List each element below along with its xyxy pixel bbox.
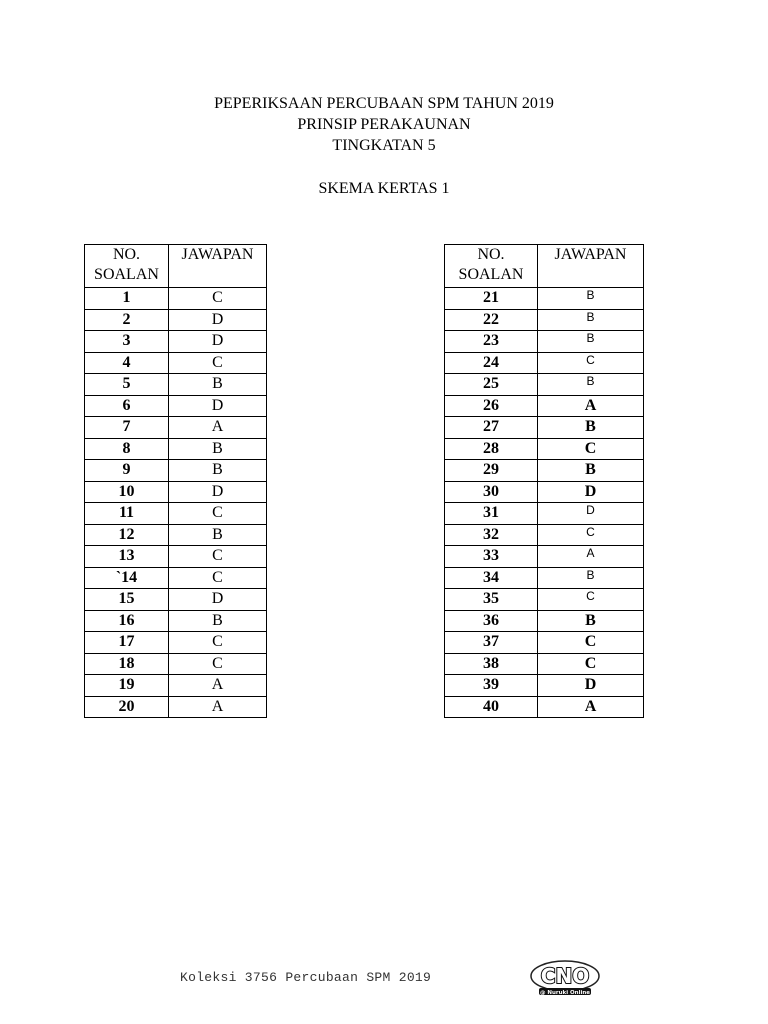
table-row: [445, 438, 644, 460]
question-number: 24: [445, 352, 538, 374]
table-row: [445, 546, 644, 568]
answer-cell: D: [169, 481, 267, 503]
question-number: 19: [85, 675, 169, 697]
table-row: [445, 503, 644, 525]
question-number: 11: [85, 503, 169, 525]
table-row: [85, 524, 267, 546]
question-number: 40: [445, 696, 538, 718]
table-row: [445, 288, 644, 310]
table-row: [85, 567, 267, 589]
answer-cell: C: [169, 632, 267, 654]
table-row: [85, 352, 267, 374]
question-number: 20: [85, 696, 169, 718]
question-number: 17: [85, 632, 169, 654]
table-header-row: [445, 245, 644, 288]
table-row: [85, 417, 267, 439]
answer-cell: C: [169, 567, 267, 589]
answer-cell: C: [538, 632, 644, 654]
answer-cell: A: [169, 696, 267, 718]
question-number: 30: [445, 481, 538, 503]
answer-cell: C: [169, 288, 267, 310]
answer-cell: A: [169, 417, 267, 439]
table-row: [85, 546, 267, 568]
column-header-answer: JAWAPAN: [169, 245, 267, 288]
form-level: TINGKATAN 5: [332, 137, 436, 154]
table-row: [445, 589, 644, 611]
question-number: 22: [445, 309, 538, 331]
answer-cell: C: [538, 589, 644, 611]
answer-cell: B: [169, 438, 267, 460]
question-number: 37: [445, 632, 538, 654]
question-number: 28: [445, 438, 538, 460]
table-row: [85, 460, 267, 482]
answer-cell: D: [169, 395, 267, 417]
table-row: [445, 696, 644, 718]
question-number: 3: [85, 331, 169, 353]
answer-cell: C: [169, 352, 267, 374]
header-no-line2: SOALAN: [458, 266, 524, 283]
table-row: [445, 610, 644, 632]
answer-cell: A: [538, 546, 644, 568]
question-number: 39: [445, 675, 538, 697]
question-number: 7: [85, 417, 169, 439]
question-number: 32: [445, 524, 538, 546]
cno-logo: [529, 959, 601, 997]
question-number: 29: [445, 460, 538, 482]
table-row: [445, 417, 644, 439]
table-row: [85, 632, 267, 654]
table-row: [445, 374, 644, 396]
table-row: [445, 395, 644, 417]
table-row: [85, 653, 267, 675]
answer-cell: B: [538, 331, 644, 353]
question-number: 34: [445, 567, 538, 589]
table-row: [85, 288, 267, 310]
answer-cell: A: [169, 675, 267, 697]
answer-cell: B: [538, 374, 644, 396]
table-row: [85, 696, 267, 718]
header-no-line1: NO.: [477, 246, 505, 263]
table-row: [445, 481, 644, 503]
question-number: 35: [445, 589, 538, 611]
table-row: [445, 524, 644, 546]
scheme-title: SKEMA KERTAS 1: [318, 180, 450, 197]
column-header-answer: JAWAPAN: [538, 245, 644, 288]
question-number: 27: [445, 417, 538, 439]
table-row: [445, 352, 644, 374]
answer-cell: B: [538, 610, 644, 632]
answer-table-left: [84, 244, 267, 718]
question-number: 13: [85, 546, 169, 568]
table-row: [85, 675, 267, 697]
question-number: 16: [85, 610, 169, 632]
answer-cell: B: [538, 567, 644, 589]
question-number: 6: [85, 395, 169, 417]
footer-collection-text: Koleksi 3756 Percubaan SPM 2019: [180, 970, 432, 985]
question-number: 4: [85, 352, 169, 374]
answer-cell: B: [538, 417, 644, 439]
answer-cell: B: [538, 460, 644, 482]
question-number: 18: [85, 653, 169, 675]
question-number: 12: [85, 524, 169, 546]
subject-title: PRINSIP PERAKAUNAN: [297, 116, 471, 133]
document-header: [0, 93, 768, 199]
question-number: 21: [445, 288, 538, 310]
column-header-question-no: [85, 245, 169, 288]
question-number: 25: [445, 374, 538, 396]
question-number: 31: [445, 503, 538, 525]
question-number: 15: [85, 589, 169, 611]
answer-cell: C: [538, 438, 644, 460]
answer-cell: B: [538, 288, 644, 310]
table-row: [445, 309, 644, 331]
logo-subtext: @ Nuruki Online: [539, 990, 591, 996]
answer-cell: C: [169, 503, 267, 525]
table-row: [85, 374, 267, 396]
answer-cell: C: [538, 352, 644, 374]
table-row: [445, 653, 644, 675]
answer-cell: C: [538, 653, 644, 675]
answer-cell: D: [538, 675, 644, 697]
answer-cell: B: [538, 309, 644, 331]
question-number: 1: [85, 288, 169, 310]
answer-cell: D: [169, 309, 267, 331]
answer-table-right: [444, 244, 644, 718]
answer-cell: A: [538, 395, 644, 417]
question-number: 9: [85, 460, 169, 482]
question-number: 5: [85, 374, 169, 396]
table-row: [85, 395, 267, 417]
table-row: [85, 589, 267, 611]
answer-cell: D: [538, 503, 644, 525]
exam-title: PEPERIKSAAN PERCUBAAN SPM TAHUN 2019: [214, 95, 554, 112]
question-number: 36: [445, 610, 538, 632]
answer-cell: C: [169, 546, 267, 568]
table-row: [85, 331, 267, 353]
answer-cell: B: [169, 374, 267, 396]
answer-cell: C: [538, 524, 644, 546]
table-row: [445, 675, 644, 697]
answer-cell: A: [538, 696, 644, 718]
question-number: 38: [445, 653, 538, 675]
table-header-row: [85, 245, 267, 288]
table-row: [445, 460, 644, 482]
question-number: 10: [85, 481, 169, 503]
table-row: [85, 503, 267, 525]
header-no-line2: SOALAN: [94, 266, 159, 283]
table-row: [85, 610, 267, 632]
question-number: `14: [85, 567, 169, 589]
question-number: 33: [445, 546, 538, 568]
answer-cell: D: [538, 481, 644, 503]
table-row: [445, 331, 644, 353]
logo-letters: CNO: [540, 964, 590, 988]
answer-cell: D: [169, 331, 267, 353]
answer-cell: C: [169, 653, 267, 675]
question-number: 23: [445, 331, 538, 353]
table-row: [85, 309, 267, 331]
question-number: 2: [85, 309, 169, 331]
header-no-line1: NO.: [112, 246, 141, 263]
column-header-question-no: [445, 245, 538, 288]
table-row: [445, 567, 644, 589]
table-row: [85, 438, 267, 460]
table-row: [85, 481, 267, 503]
table-row: [445, 632, 644, 654]
answer-cell: D: [169, 589, 267, 611]
question-number: 8: [85, 438, 169, 460]
answer-cell: B: [169, 524, 267, 546]
question-number: 26: [445, 395, 538, 417]
answer-cell: B: [169, 460, 267, 482]
answer-cell: B: [169, 610, 267, 632]
